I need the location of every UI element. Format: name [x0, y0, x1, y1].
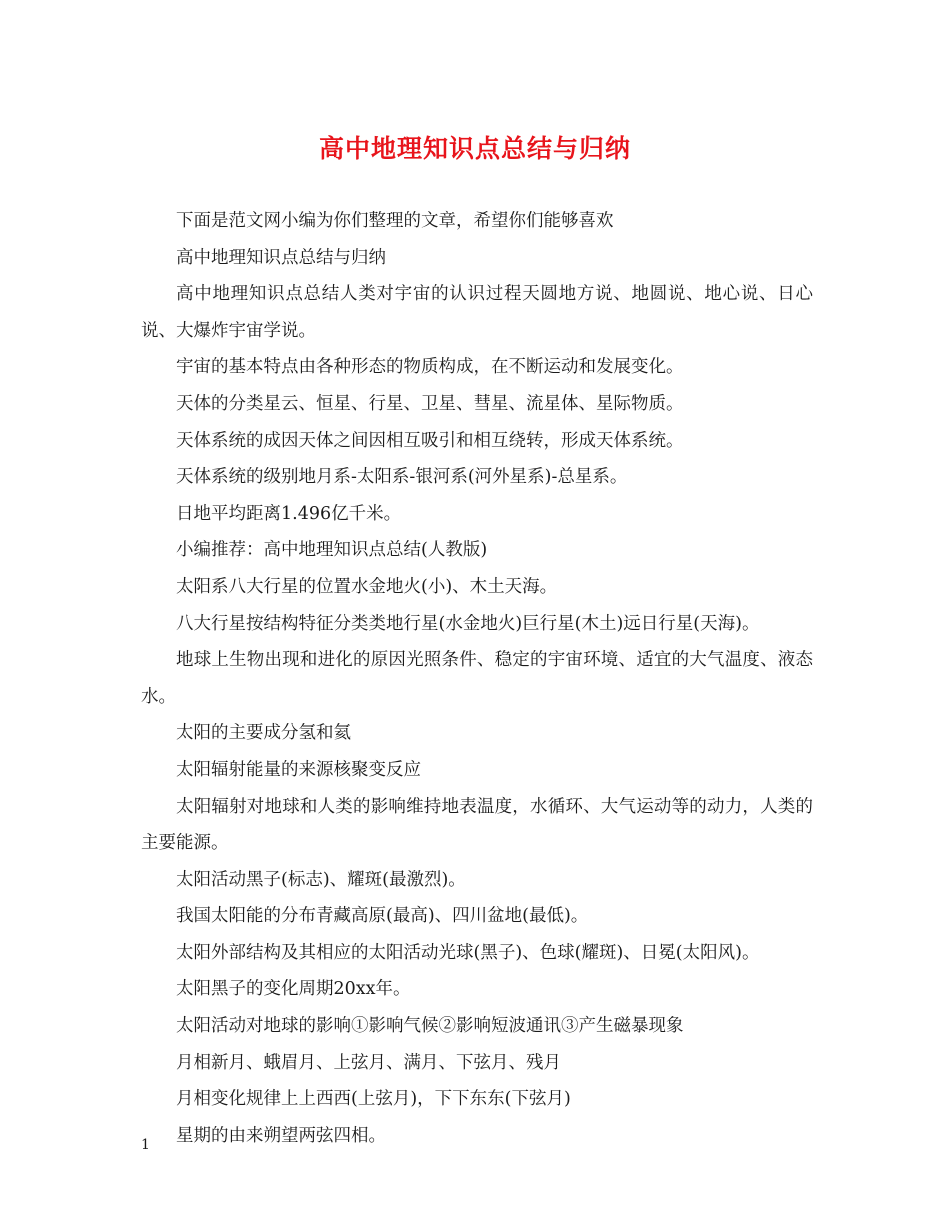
paragraph: 天体系统的成因天体之间因相互吸引和相互绕转，形成天体系统。 — [176, 430, 684, 451]
paragraph: 小编推荐：高中地理知识点总结(人教版) — [176, 540, 488, 561]
paragraph: 天体的分类星云、恒星、行星、卫星、彗星、流星体、星际物质。 — [176, 393, 684, 414]
paragraph: 太阳外部结构及其相应的太阳活动光球(黑子)、色球(耀斑)、日冕(太阳风)。 — [176, 942, 760, 963]
paragraph: 月相变化规律上上西西(上弦月)，下下东东(下弦月) — [176, 1089, 571, 1110]
paragraph: 太阳活动黑子(标志)、耀斑(最激烈)。 — [176, 869, 466, 890]
paragraph: 太阳辐射能量的来源核聚变反应 — [176, 759, 421, 780]
paragraph: 我国太阳能的分布青藏高原(最高)、四川盆地(最低)。 — [176, 906, 589, 927]
paragraph: 高中地理知识点总结与归纳 — [176, 247, 386, 268]
paragraph: 高中地理知识点总结人类对宇宙的认识过程天圆地方说、地圆说、地心说、日心说、大爆炸宇宙学说。 — [141, 284, 813, 341]
paragraph: 星期的由来朔望两弦四相。 — [176, 1125, 386, 1146]
paragraph: 太阳黑子的变化周期20xx年。 — [176, 979, 411, 1000]
document-body — [141, 203, 813, 1154]
paragraph: 太阳辐射对地球和人类的影响维持地表温度，水循环、大气运动等的动力，人类的主要能源。 — [141, 796, 813, 854]
paragraph: 太阳活动对地球的影响①影响气候②影响短波通讯③产生磁暴现象 — [176, 1016, 684, 1037]
document-title: 高中地理知识点总结与归纳 — [318, 134, 631, 163]
paragraph: 八大行星按结构特征分类类地行星(水金地火)巨行星(木土)远日行星(天海)。 — [176, 613, 760, 634]
paragraph: 下面是范文网小编为你们整理的文章，希望你们能够喜欢 — [176, 211, 614, 231]
page-number: 1 — [141, 1137, 150, 1153]
paragraph: 天体系统的级别地月系-太阳系-银河系(河外星系)-总星系。 — [176, 467, 628, 488]
paragraph: 太阳系八大行星的位置水金地火(小)、木土天海。 — [176, 576, 558, 597]
paragraph: 地球上生物出现和进化的原因光照条件、稳定的宇宙环境、适宜的大气温度、液态水。 — [141, 650, 813, 707]
paragraph: 日地平均距离1.496亿千米。 — [176, 503, 402, 524]
paragraph: 太阳的主要成分氢和氦 — [176, 723, 351, 744]
paragraph: 月相新月、蛾眉月、上弦月、满月、下弦月、残月 — [176, 1052, 561, 1073]
paragraph: 宇宙的基本特点由各种形态的物质构成，在不断运动和发展变化。 — [176, 357, 684, 378]
